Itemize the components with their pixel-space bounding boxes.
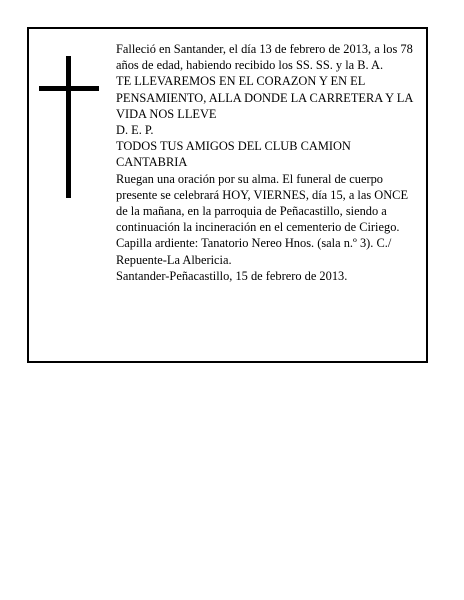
- signatories: TODOS TUS AMIGOS DEL CLUB CAMION CANTABRIA: [116, 139, 351, 170]
- rest-in-peace: D. E. P.: [116, 123, 154, 138]
- funeral-details: Ruegan una oración por su alma. El funeral de cuerpo presente se celebrará HOY, VIERNES, día 15, a las ONCE de la mañana, en la parroquia de Peñacastillo, siendo a continuación la incineración en el cementerio de Ciriego. Capilla ardiente: Tanatorio Nereo Hnos. (sala n.º 3). C./ Repuente-La Albericia.: [116, 171, 409, 267]
- notice-text: [116, 41, 416, 284]
- death-announcement: Falleció en Santander, el día 13 de febrero de 2013, a los 78 años de edad, habiendo recibido los SS. SS. y la B. A.: [116, 42, 413, 73]
- obituary-notice: [27, 27, 428, 363]
- place-and-date: Santander-Peñacastillo, 15 de febrero de 2013.: [116, 268, 348, 283]
- cross-vertical-bar: [66, 56, 71, 198]
- dedication: TE LLEVAREMOS EN EL CORAZON Y EN EL PENSAMIENTO, ALLA DONDE LA CARRETERA Y LA VIDA NOS LLEVE: [116, 74, 413, 121]
- latin-cross-icon: [39, 56, 99, 198]
- cross-horizontal-bar: [39, 86, 99, 91]
